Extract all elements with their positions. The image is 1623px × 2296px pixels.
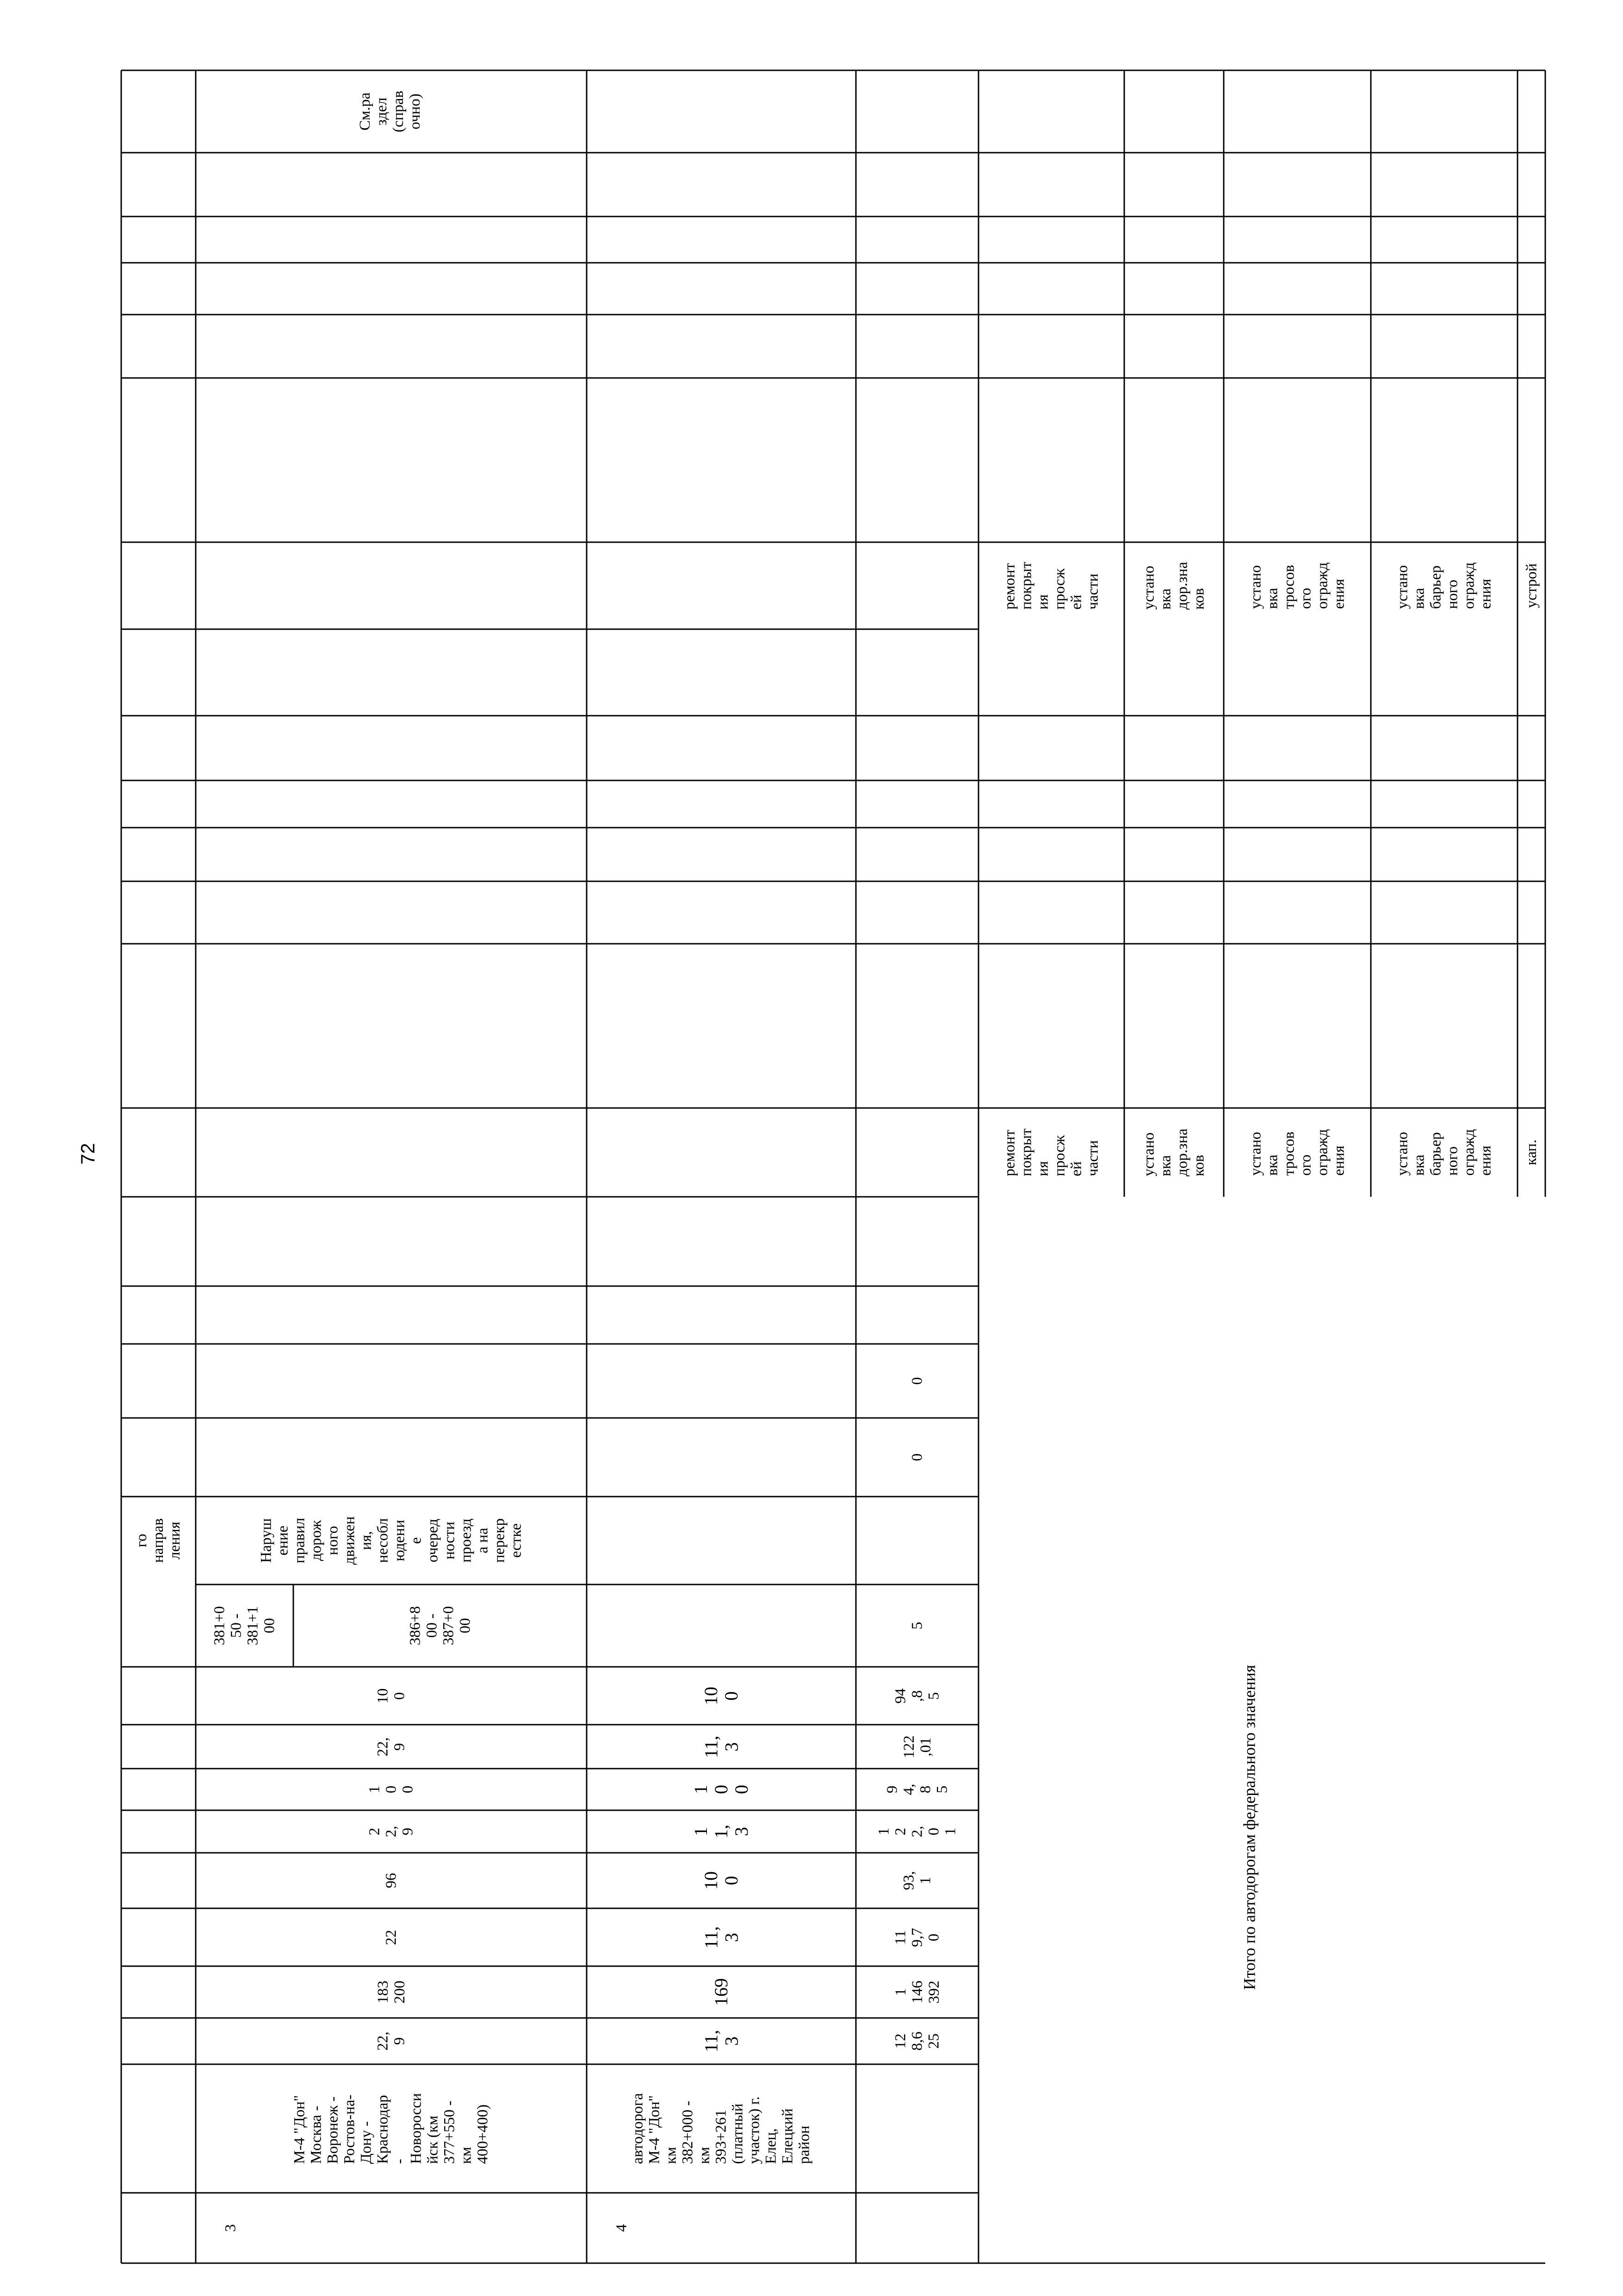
total-value: 1 2 2, 0 1 — [875, 1826, 959, 1838]
km-range: 386+8 00 - 387+0 00 — [407, 1606, 473, 1646]
cell-value: 11, 3 — [700, 1926, 742, 1949]
cell-value: 169 — [711, 1978, 731, 2006]
total-value: 122 ,01 — [900, 1735, 934, 1758]
total-value: 94 ,8 5 — [892, 1688, 942, 1703]
total-value: 12 8,6 25 — [892, 2031, 942, 2051]
cell-value: 183 200 — [374, 1980, 408, 2004]
cell-value: 1 0 0 — [366, 1785, 416, 1794]
cell-value: 22, 9 — [374, 2031, 408, 2051]
cell-value: 10 0 — [700, 1686, 742, 1705]
km-range: 381+0 50 - 381+1 00 — [211, 1606, 278, 1646]
road-name: автодорога М-4 "Дон" км 382+000 - км 393+261 (платный участок) г. Елец, Елецкий район — [629, 2093, 813, 2164]
cell-value: 11, 3 — [700, 1735, 742, 1758]
total-value: 93, 1 — [900, 1871, 934, 1890]
total-value: 0 — [909, 1377, 926, 1385]
cell-value: 96 — [383, 1873, 400, 1888]
work-type: устано вка тросов ого огражд ения — [1247, 1129, 1347, 1176]
work-type: устано вка барьер ного огражд ения — [1394, 562, 1494, 609]
cell-value: 22 — [383, 1930, 400, 1945]
work-type: устано вка дор.зна ков — [1140, 562, 1208, 610]
cell-value: 22, 9 — [374, 1737, 408, 1757]
total-value: 0 — [909, 1453, 926, 1461]
work-type: кап. — [1523, 1139, 1540, 1165]
total-value: 11 9,7 0 — [892, 1927, 942, 1947]
cell-value: 1 1, 3 — [690, 1825, 752, 1838]
work-type: устано вка барьер ного огражд ения — [1394, 1129, 1494, 1176]
cell-value: 11, 3 — [700, 2030, 742, 2053]
page-number: 72 — [77, 1143, 99, 1165]
header-direction: го направ ления — [133, 1518, 184, 1563]
reference-note: См.ра здел (справ очно) — [357, 90, 423, 133]
total-value: 1 146 392 — [892, 1980, 942, 2004]
road-name: М-4 "Дон" Москва - Воронеж - Ростов-на- Дону - Краснодар - Новоросси йск (км 377+550 - км 400+400) — [291, 2093, 491, 2164]
total-value: 5 — [909, 1621, 926, 1630]
work-type: ремонт покрыт ия просж ей части — [1001, 562, 1102, 610]
row-number: 4 — [613, 2224, 630, 2232]
work-type: устано вка тросов ого огражд ения — [1247, 562, 1347, 609]
itogo-label: Итого по автодорогам федерального значения — [1240, 1665, 1259, 1990]
cell-value: 10 0 — [374, 1688, 408, 1703]
row-number: 3 — [222, 2224, 239, 2232]
work-type: устано вка дор.зна ков — [1140, 1128, 1208, 1176]
work-type: устрой — [1523, 563, 1540, 608]
cause-text: Наруш ение правил дорож ного движен ия, несобл юдени е очеред ности проезд а на перекр естке — [258, 1516, 525, 1565]
cell-value: 2 2, 9 — [366, 1826, 416, 1838]
cell-value: 1 0 0 — [690, 1785, 752, 1794]
total-value: 9 4, 8 5 — [884, 1783, 951, 1795]
work-type: ремонт покрыт ия просж ей части — [1001, 1128, 1102, 1176]
cell-value: 10 0 — [700, 1871, 742, 1890]
